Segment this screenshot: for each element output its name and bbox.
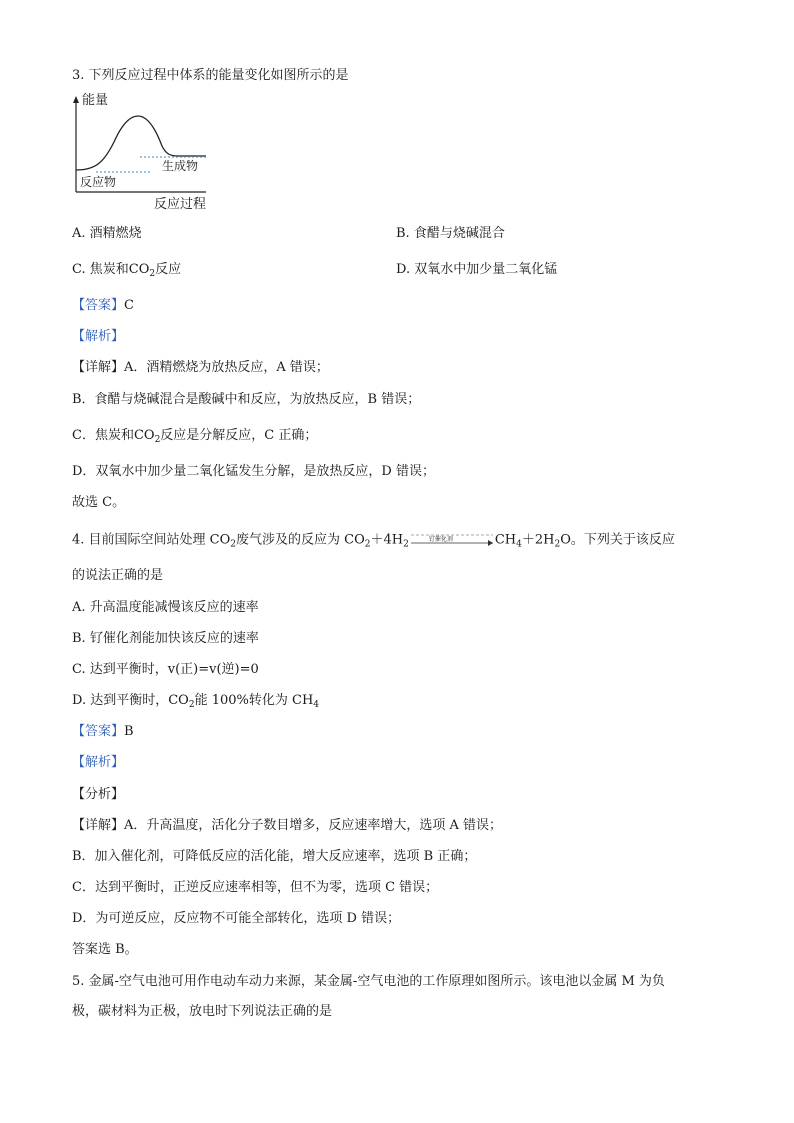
process-axis-label: 反应过程 <box>154 197 207 212</box>
energy-diagram <box>66 94 226 218</box>
reaction-condition: 钌催化剂 <box>428 536 453 543</box>
q4-detail-a: 【详解】A．升高温度，活化分子数目增多，反应速率增大，选项 A 错误； <box>72 818 503 833</box>
q3-detail-a: 【详解】A．酒精燃烧为放热反应，A 错误； <box>72 360 329 375</box>
q4-option-a: A. 升高温度能减慢该反应的速率 <box>72 600 259 615</box>
q3-conclusion: 故选 C。 <box>72 495 126 510</box>
q4-detail-c: C．达到平衡时，正逆反应速率相等，但不为零，选项 C 错误； <box>72 880 439 895</box>
q4-answer: 【答案】B <box>72 724 134 739</box>
reactant-label: 反应物 <box>80 175 117 189</box>
energy-axis-y-arrow <box>73 96 79 103</box>
q4-detail-d: D．为可逆反应，反应物不可能全部转化，选项 D 错误； <box>72 911 401 926</box>
q3-option-c: C. 焦炭和$CO_2$反应 <box>72 262 182 279</box>
q3-option-b: B. 食醋与烧碱混合 <box>396 226 505 241</box>
q4-option-d: D. 达到平衡时，$CO_2$能 100%转化为 $CH_4$ <box>72 693 320 710</box>
q4-stem-line1: 4. 目前国际空间站处理 $CO_2$废气涉及的反应为 $CO_2+4H_2$ 钌催化剂 $CH_4+2H_2O$。下列关于该反应 <box>72 532 675 550</box>
q3-analysis-tag: 【解析】 <box>72 329 125 344</box>
product-label: 生成物 <box>162 159 199 173</box>
q5-stem-line2: 极，碳材料为正极，放电时下列说法正确的是 <box>72 1004 333 1019</box>
q3-option-d: D. 双氧水中加少量二氧化锰 <box>396 262 558 277</box>
energy-axis-label: 能量 <box>82 93 109 108</box>
q3-option-a: A. 酒精燃烧 <box>72 226 142 241</box>
reaction-arrow <box>409 531 495 549</box>
q4-option-c: C. 达到平衡时，v(正)=v(逆)=0 <box>72 662 259 677</box>
q3-answer: 【答案】C <box>72 298 134 313</box>
q5-stem-line1: 5. 金属-空气电池可用作电动车动力来源，某金属-空气电池的工作原理如图所示。该电池以金属 M 为负 <box>72 974 665 989</box>
q4-option-b: B. 钌催化剂能加快该反应的速率 <box>72 631 259 646</box>
q3-detail-b: B．食醋与烧碱混合是酸碱中和反应，为放热反应，B 错误； <box>72 392 421 407</box>
q3-detail-d: D．双氧水中加少量二氧化锰发生分解，是放热反应，D 错误； <box>72 464 435 479</box>
q4-analysis-tag: 【解析】 <box>72 755 125 770</box>
q4-detail-b: B．加入催化剂，可降低反应的活化能，增大反应速率，选项 B 正确； <box>72 849 477 864</box>
q3-detail-c: C．焦炭和$CO_2$反应是分解反应，C 正确； <box>72 428 318 445</box>
q4-stem-line2: 的说法正确的是 <box>72 568 164 583</box>
q4-fenxi-tag: 【分析】 <box>72 787 125 802</box>
q3-stem: 3. 下列反应过程中体系的能量变化如图所示的是 <box>72 68 349 83</box>
q4-conclusion: 答案选 B。 <box>72 942 138 957</box>
